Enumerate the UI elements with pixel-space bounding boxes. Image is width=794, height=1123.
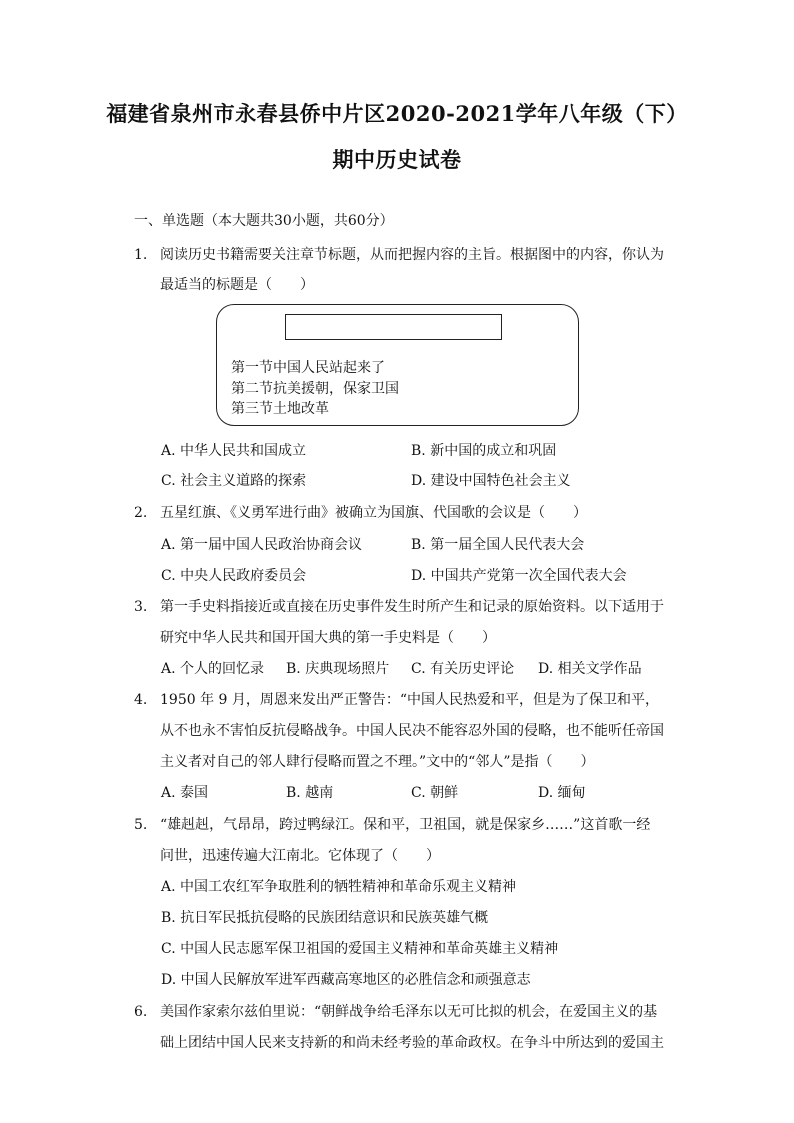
option-b[interactable]: B. 庆典现场照片 bbox=[286, 661, 390, 677]
question-number: 1. bbox=[134, 247, 148, 263]
question-text: 研究中华人民共和国开国大典的第一手史料是（ ） bbox=[160, 630, 496, 646]
question-text: 第一手史料指接近或直接在历史事件发生时所产生和记录的原始资料。以下适用于 bbox=[160, 599, 664, 615]
question-text: “雄赳赳，气昂昂，跨过鸭绿江。保和平，卫祖国，就是保家乡……”这首歌一经 bbox=[160, 817, 651, 833]
blank-title-box bbox=[285, 314, 502, 340]
option-c[interactable]: C. 中央人民政府委员会 bbox=[161, 568, 307, 584]
option-d[interactable]: D. 中国人民解放军进军西藏高寒地区的必胜信念和顽强意志 bbox=[161, 972, 531, 988]
option-d[interactable]: D. 建设中国特色社会主义 bbox=[411, 473, 571, 489]
figure-line: 第二节抗美援朝，保家卫国 bbox=[231, 381, 399, 397]
figure-line: 第三节土地改革 bbox=[231, 401, 329, 417]
option-b[interactable]: B. 越南 bbox=[286, 785, 334, 801]
page-subtitle: 期中历史试卷 bbox=[332, 147, 462, 172]
option-d[interactable]: D. 中国共产党第一次全国代表大会 bbox=[411, 568, 627, 584]
option-a[interactable]: A. 中华人民共和国成立 bbox=[161, 443, 307, 459]
option-a[interactable]: A. 中国工农红军争取胜利的牺牲精神和革命乐观主义精神 bbox=[161, 879, 517, 895]
question-text: 美国作家索尔兹伯里说：“朝鲜战争给毛泽东以无可比拟的机会，在爱国主义的基 bbox=[160, 1004, 658, 1020]
question-text: 问世，迅速传遍大江南北。它体现了（ ） bbox=[160, 848, 440, 864]
section-heading: 一、单选题（本大题共30小题，共60分） bbox=[134, 213, 394, 229]
question-text: 础上团结中国人民来支持新的和尚未经考验的革命政权。在争斗中所达到的爱国主 bbox=[160, 1035, 664, 1051]
option-b[interactable]: B. 新中国的成立和巩固 bbox=[411, 443, 557, 459]
question-number: 6. bbox=[134, 1004, 148, 1020]
question-text: 五星红旗、《义勇军进行曲》被确立为国旗、代国歌的会议是（ ） bbox=[160, 505, 587, 521]
question-text: 主义者对自己的邻人肆行侵略而置之不理。”文中的“邻人”是指（ ） bbox=[160, 754, 595, 770]
option-a[interactable]: A. 泰国 bbox=[161, 785, 209, 801]
question-text: 阅读历史书籍需要关注章节标题，从而把握内容的主旨。根据图中的内容，你认为 bbox=[160, 247, 664, 263]
option-c[interactable]: C. 中国人民志愿军保卫祖国的爱国主义精神和革命英雄主义精神 bbox=[161, 941, 559, 957]
question-number: 5. bbox=[134, 817, 148, 833]
question-text: 最适当的标题是（ ） bbox=[160, 277, 314, 293]
option-d[interactable]: D. 缅甸 bbox=[538, 785, 586, 801]
question-number: 2. bbox=[134, 505, 148, 521]
option-d[interactable]: D. 相关文学作品 bbox=[538, 661, 642, 677]
option-a[interactable]: A. 个人的回忆录 bbox=[161, 661, 265, 677]
option-c[interactable]: C. 有关历史评论 bbox=[411, 661, 515, 677]
option-c[interactable]: C. 社会主义道路的探索 bbox=[161, 473, 307, 489]
option-c[interactable]: C. 朝鲜 bbox=[411, 785, 459, 801]
figure-line: 第一节中国人民站起来了 bbox=[231, 360, 385, 376]
question-number: 4. bbox=[134, 692, 148, 708]
option-a[interactable]: A. 第一届中国人民政治协商会议 bbox=[161, 537, 363, 553]
page-title: 福建省泉州市永春县侨中片区2020-2021学年八年级（下） bbox=[106, 101, 688, 126]
option-b[interactable]: B. 抗日军民抵抗侵略的民族团结意识和民族英雄气概 bbox=[161, 910, 489, 926]
question-text: 1950 年 9 月，周恩来发出严正警告：“中国人民热爱和平，但是为了保卫和平， bbox=[160, 692, 660, 708]
question-text: 从不也永不害怕反抗侵略战争。中国人民决不能容忍外国的侵略，也不能听任帝国 bbox=[160, 723, 664, 739]
question-number: 3. bbox=[134, 599, 148, 615]
option-b[interactable]: B. 第一届全国人民代表大会 bbox=[411, 537, 585, 553]
